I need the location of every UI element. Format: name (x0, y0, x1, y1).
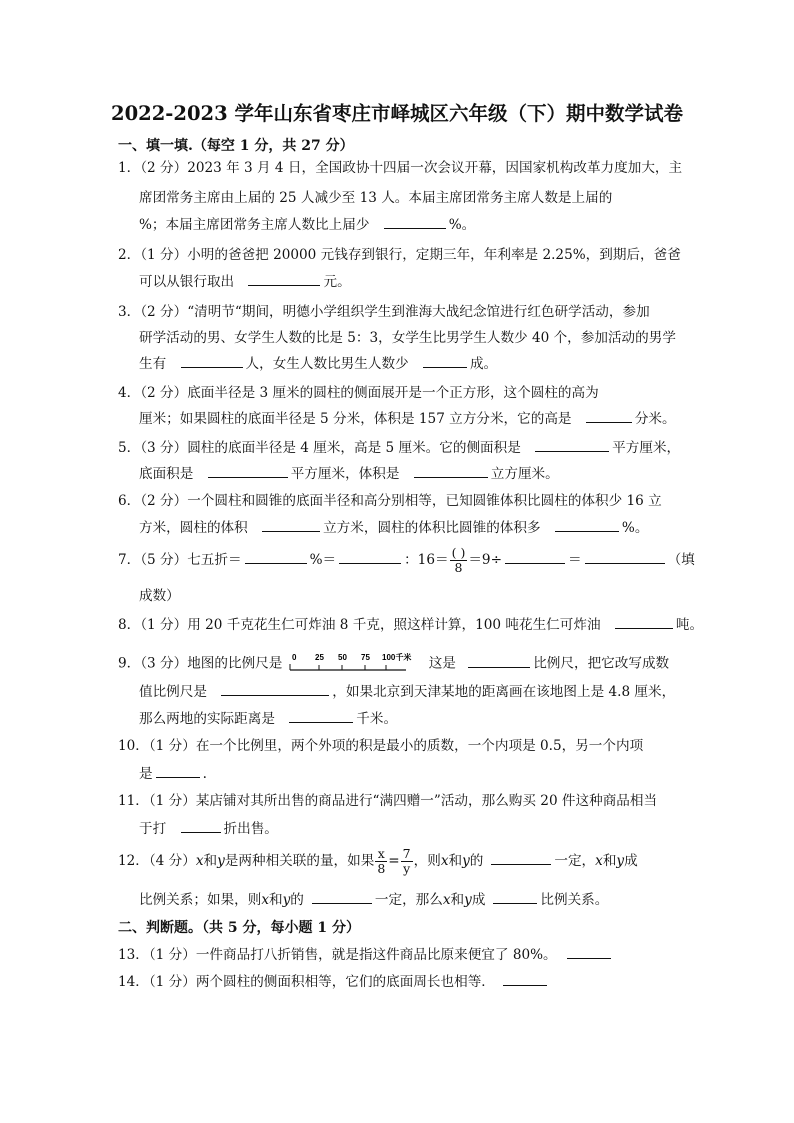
question-1-line-2: 席团常务主席由上届的 25 人减少至 13 人。本届主席团常务主席人数是上届的 (139, 190, 613, 206)
question-5-line-2: 底面积是 平方厘米，体积是 立方厘米。 (139, 463, 559, 484)
question-9-line-2: 值比例尺是 ，如果北京到天津某地的距离画在该地图上是 4.8 厘米， (139, 681, 675, 702)
answer-blank[interactable] (468, 653, 530, 668)
scale-tick-label: 50 (338, 653, 348, 662)
section-heading-fill-in: 一、填一填.（每空 1 分，共 27 分） (118, 138, 354, 154)
scale-bar-graphic (288, 652, 418, 676)
answer-blank-numerator[interactable]: ( ) (451, 545, 466, 560)
question-8-line-1: 8．（1 分）用 20 千克花生仁可炸油 8 千克，照这样计算，100 吨花生仁可炸油 吨。 (118, 614, 703, 635)
question-9-line-3: 那么两地的实际距离是 千米。 (139, 708, 397, 729)
answer-blank[interactable] (423, 353, 467, 368)
answer-blank[interactable] (491, 850, 551, 865)
answer-blank[interactable] (586, 408, 632, 423)
question-13-line-1: 13．（1 分）一件商品打八折销售，就是指这件商品比原来便宜了 80%。 (118, 944, 614, 965)
answer-blank[interactable] (555, 517, 619, 532)
answer-blank[interactable] (156, 763, 200, 778)
answer-blank[interactable] (535, 437, 609, 452)
answer-blank[interactable] (289, 708, 353, 723)
question-6-line-2: 方米，圆柱的体积 立方米，圆柱的体积比圆锥的体积多 %。 (139, 517, 648, 538)
scale-tick-label: 100千米 (382, 653, 412, 662)
answer-blank[interactable] (312, 889, 372, 904)
answer-blank[interactable] (221, 681, 329, 696)
answer-blank[interactable] (493, 889, 537, 904)
question-4-line-1: 4．（2 分）底面半径是 3 厘米的圆柱的侧面展开是一个正方形，这个圆柱的高为 (118, 385, 599, 401)
question-2-line-1: 2．（1 分）小明的爸爸把 20000 元钱存到银行，定期三年，年利率是 2.25%，到期后，爸爸 (118, 247, 681, 263)
question-3-line-2: 研学活动的男、女学生人数的比是 5：3，女学生比男学生人数少 40 个，参加活动的男学 (139, 330, 676, 346)
answer-blank[interactable] (585, 549, 665, 564)
answer-blank[interactable] (339, 549, 401, 564)
answer-blank[interactable] (567, 944, 611, 959)
scale-tick-label: 75 (361, 653, 371, 662)
answer-blank[interactable] (181, 818, 221, 833)
scale-tick-label: 25 (315, 653, 325, 662)
question-7-line-2: 成数） (139, 588, 180, 604)
answer-blank[interactable] (505, 549, 565, 564)
question-12-line-2: 比例关系；如果，则x和y的 一定，那么x和y成 比例关系。 (139, 889, 608, 910)
scale-bar (288, 652, 418, 676)
question-6-line-1: 6．（2 分）一个圆柱和圆锥的底面半径和高分别相等，已知圆锥体积比圆柱的体积少 16 立 (118, 493, 662, 509)
question-1-line-1: 1．（2 分）2023 年 3 月 4 日，全国政协十四届一次会议开幕，因国家机构改革力度加大，主 (118, 160, 683, 176)
answer-blank[interactable] (181, 353, 243, 368)
answer-blank[interactable] (414, 463, 488, 478)
question-10-line-2: 是 . (139, 763, 207, 784)
question-7-line-1: 7．（5 分）七五折＝ %＝ ：16＝ $\frac{( )}{8}$ ＝9÷ ＝ （填 (118, 545, 695, 575)
question-12-line-1: 12．（4 分）x和y是两种相关联的量，如果 $\frac{x}{8}$ = $\frac{7}{y}$ ，则x和y的 一定，x和y成 (118, 846, 638, 876)
answer-blank[interactable] (262, 517, 320, 532)
answer-blank[interactable] (384, 214, 446, 229)
answer-blank[interactable] (245, 549, 307, 564)
question-11-line-1: 11．（1 分）某店铺对其所出售的商品进行“满四赠一”活动，那么购买 20 件这种商品相当 (118, 793, 658, 809)
scale-tick-label: 0 (292, 653, 297, 662)
answer-blank[interactable] (503, 971, 547, 986)
answer-blank[interactable] (615, 614, 673, 629)
fraction: $\frac{7}{y}$ (402, 846, 411, 876)
question-14-line-1: 14．（1 分）两个圆柱的侧面积相等，它们的底面周长也相等． (118, 971, 550, 992)
question-5-line-1: 5．（3 分）圆柱的底面半径是 4 厘米，高是 5 厘米。它的侧面积是 平方厘米， (118, 437, 680, 458)
section-heading-true-false: 二、判断题。（共 5 分，每小题 1 分） (118, 920, 360, 936)
question-9-line-1: 9．（3 分）地图的比例尺是 0 25 50 75 100千米 这是 比例尺，把它改写成数 (118, 652, 669, 676)
question-3-line-1: 3．（2 分）“清明节“期间，明德小学组织学生到淮海大战纪念馆进行红色研学活动，参加 (118, 304, 650, 320)
fraction: $\frac{( )}{8}$ (451, 545, 466, 575)
question-10-line-1: 10．（1 分）在一个比例里，两个外项的积是最小的质数，一个内项是 0.5，另一个内项 (118, 738, 644, 754)
fraction: $\frac{x}{8}$ (377, 846, 386, 876)
question-2-line-2: 可以从银行取出 元。 (139, 271, 351, 292)
question-3-line-3: 生有 人，女生人数比男生人数少 成。 (139, 353, 497, 374)
answer-blank[interactable] (208, 463, 288, 478)
question-4-line-2: 厘米；如果圆柱的底面半径是 5 分米，体积是 157 立方分米，它的高是 分米。 (139, 408, 676, 429)
question-11-line-2: 于打 折出售。 (139, 818, 278, 839)
question-1-line-3: %；本届主席团常务主席人数比上届少 %。 (139, 214, 475, 235)
answer-blank[interactable] (248, 271, 320, 286)
page-title: 2022-2023 学年山东省枣庄市峄城区六年级（下）期中数学试卷 (111, 102, 683, 125)
